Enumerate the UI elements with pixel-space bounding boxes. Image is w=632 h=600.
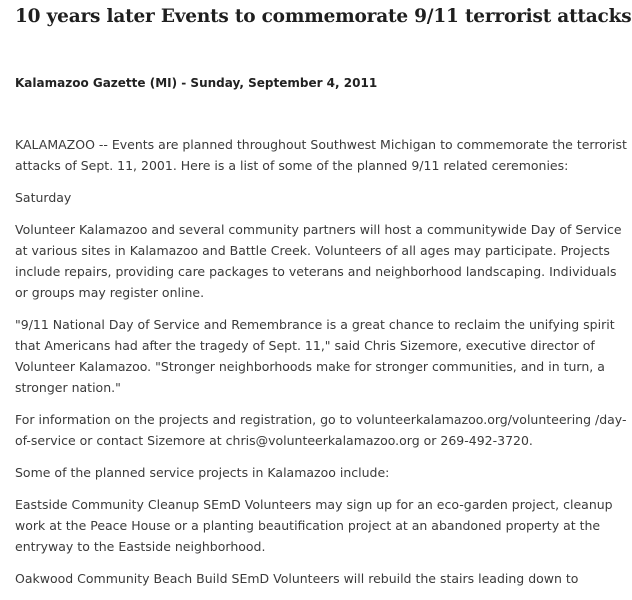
article-body bbox=[15, 134, 627, 600]
article-paragraph-day-heading: Saturday bbox=[15, 190, 72, 205]
article-paragraph-oakwood-beach: Oakwood Community Beach Build SEmD Volunteers will rebuild the stairs leading down to bbox=[15, 571, 579, 586]
article-paragraph-intro: KALAMAZOO -- Events are planned throughout Southwest Michigan to commemorate the terrorist attacks of Sept. 11, 2001. Here is a list of some of the planned 9/11 related ceremonies: bbox=[15, 137, 627, 173]
article-headline: 10 years later Events to commemorate 9/11 terrorist attacks bbox=[15, 6, 632, 27]
article-paragraph-eastside-cleanup: Eastside Community Cleanup SEmD Volunteers may sign up for an eco-garden project, cleanup work at the Peace House or a planting beautification project at an abandoned property at the entryway to the Eastside neighborhood. bbox=[15, 497, 613, 554]
article-paragraph-contact-info: For information on the projects and registration, go to volunteerkalamazoo.org/volunteering /day-of-service or contact Sizemore at chris@volunteerkalamazoo.org or 269-492-3720. bbox=[15, 412, 627, 448]
article-paragraph-day-of-service: Volunteer Kalamazoo and several community partners will host a communitywide Day of Service at various sites in Kalamazoo and Battle Creek. Volunteers of all ages may participate. Projects include repairs, providing care packages to veterans and neighborhood landscaping. Individuals or groups may register online. bbox=[15, 222, 622, 300]
article-source-line: Kalamazoo Gazette (MI) - Sunday, September 4, 2011 bbox=[15, 76, 378, 90]
article-paragraph-quote: "9/11 National Day of Service and Remembrance is a great chance to reclaim the unifying spirit that Americans had after the tragedy of Sept. 11," said Chris Sizemore, executive director of Volunteer Kalamazoo. "Stronger neighborhoods make for stronger communities, and in turn, a stronger nation." bbox=[15, 317, 615, 395]
article-paragraph-projects-intro: Some of the planned service projects in Kalamazoo include: bbox=[15, 465, 390, 480]
